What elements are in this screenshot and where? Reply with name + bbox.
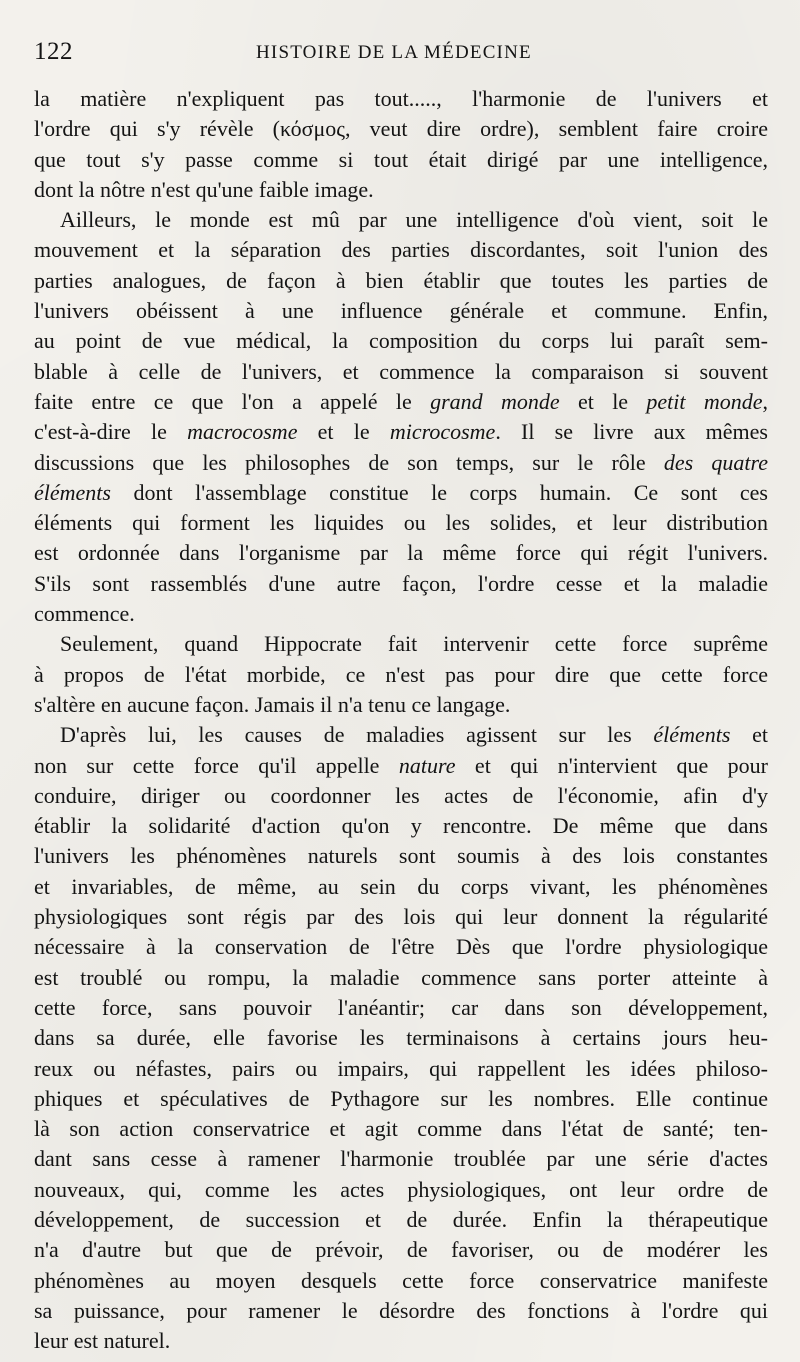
text-segment: phiques et spéculatives de Pythagore sur les nombres. Elle continue <box>34 1085 768 1111</box>
text-line <box>34 266 768 296</box>
text-segment: et le <box>559 388 647 414</box>
text-line <box>34 1235 768 1265</box>
text-segment: dant sans cesse à ramener l'harmonie troublée par une série d'actes <box>34 1146 768 1172</box>
text-line <box>34 114 768 144</box>
body-text <box>34 84 768 1356</box>
text-segment: physiologiques sont régis par des lois qui leur donnent la régularité <box>34 904 768 930</box>
text-line <box>34 417 768 447</box>
italic-text-segment: éléments <box>34 479 111 505</box>
text-line <box>34 993 768 1023</box>
text-segment: discussions que les philosophes de son temps, sur le rôle <box>34 449 664 475</box>
text-line <box>34 963 768 993</box>
text-segment: leur est naturel. <box>34 1328 171 1354</box>
text-line <box>34 841 768 871</box>
text-segment: éléments qui forment les liquides ou les solides, et leur distribution <box>34 510 768 536</box>
text-line <box>34 932 768 962</box>
italic-text-segment: petit monde <box>646 388 763 414</box>
text-segment: Ailleurs, le monde est mû par une intelligence d'où vient, soit le <box>60 207 768 233</box>
text-segment: dont l'assemblage constitue le corps humain. Ce sont ces <box>110 479 768 505</box>
text-line <box>34 1054 768 1084</box>
text-line <box>34 235 768 265</box>
text-segment: commence. <box>34 601 135 627</box>
text-segment: mouvement et la séparation des parties discordantes, soit l'union des <box>34 237 768 263</box>
text-segment: parties analogues, de façon à bien établir que toutes les parties de <box>34 267 768 293</box>
text-segment: nouveaux, qui, comme les actes physiologiques, ont leur ordre de <box>34 1176 768 1202</box>
text-segment: cette force, sans pouvoir l'anéantir; car dans son développement, <box>34 994 768 1020</box>
text-line <box>34 326 768 356</box>
text-line <box>34 629 768 659</box>
italic-text-segment: macrocosme <box>187 419 298 445</box>
text-segment: l'ordre qui s'y révèle (κόσμος, veut dire ordre), semblent faire croire <box>34 116 768 142</box>
italic-text-segment: des quatre <box>663 449 768 475</box>
text-segment: sa puissance, pour ramener le désordre des fonctions à l'ordre qui <box>34 1297 768 1323</box>
text-segment: là son action conservatrice et agit comme dans l'état de santé; ten- <box>34 1116 768 1142</box>
text-segment: développement, de succession et de durée. Enfin la thérapeutique <box>34 1206 768 1232</box>
text-segment: blable à celle de l'univers, et commence la comparaison si souvent <box>34 358 768 384</box>
text-segment: Seulement, quand Hippocrate fait intervenir cette force suprême <box>60 631 768 657</box>
text-line <box>34 1205 768 1235</box>
text-segment: et le <box>297 419 390 445</box>
text-segment: non sur cette force qu'il appelle <box>34 752 399 778</box>
page-header <box>34 38 770 72</box>
text-line <box>34 175 768 205</box>
text-line <box>34 751 768 781</box>
text-segment: , <box>762 388 768 414</box>
running-title: HISTOIRE DE LA MÉDECINE <box>256 42 532 63</box>
text-segment: reux ou néfastes, pairs ou impairs, qui rappellent les idées philoso- <box>34 1055 768 1081</box>
text-segment: à propos de l'état morbide, ce n'est pas pour dire que cette force <box>34 661 768 687</box>
text-line <box>34 387 768 417</box>
text-line <box>34 205 768 235</box>
text-segment: nécessaire à la conservation de l'être Dès que l'ordre physiologique <box>34 934 768 960</box>
text-line <box>34 1266 768 1296</box>
text-line <box>34 1144 768 1174</box>
text-line <box>34 1084 768 1114</box>
text-segment: et invariables, de même, au sein du corps vivant, les phénomènes <box>34 873 768 899</box>
text-segment: est ordonnée dans l'organisme par la même force qui régit l'univers. <box>34 540 768 566</box>
text-line <box>34 508 768 538</box>
text-line <box>34 84 768 114</box>
text-segment: au point de vue médical, la composition du corps lui paraît sem- <box>34 328 768 354</box>
text-line <box>34 1296 768 1326</box>
text-segment: et <box>730 722 768 748</box>
text-segment: la matière n'expliquent pas tout....., l'harmonie de l'univers et <box>34 86 768 111</box>
italic-text-segment: grand monde <box>430 388 560 414</box>
text-line <box>34 1326 768 1356</box>
text-line <box>34 1114 768 1144</box>
text-segment: dans sa durée, elle favorise les terminaisons à certains jours heu- <box>34 1025 768 1051</box>
text-segment: dont la nôtre n'est qu'une faible image. <box>34 176 374 202</box>
text-segment: faite entre ce que l'on a appelé le <box>34 388 431 414</box>
text-segment: phénomènes au moyen desquels cette force conservatrice manifeste <box>34 1267 768 1293</box>
text-segment: . Il se livre aux mêmes <box>495 419 768 445</box>
text-segment: l'univers les phénomènes naturels sont soumis à des lois constantes <box>34 843 768 869</box>
text-line <box>34 1023 768 1053</box>
text-segment: est troublé ou rompu, la maladie commence sans porter atteinte à <box>34 964 768 990</box>
text-line <box>34 690 768 720</box>
text-line <box>34 872 768 902</box>
text-line <box>34 538 768 568</box>
text-segment: S'ils sont rassemblés d'une autre façon, l'ordre cesse et la maladie <box>34 570 768 596</box>
text-line <box>34 296 768 326</box>
text-line <box>34 781 768 811</box>
page-number: 122 <box>34 38 73 65</box>
text-segment: s'altère en aucune façon. Jamais il n'a tenu ce langage. <box>34 691 511 717</box>
italic-text-segment: microcosme <box>389 419 496 445</box>
text-segment: et qui n'intervient que pour <box>455 752 768 778</box>
text-line <box>34 1175 768 1205</box>
text-segment: établir la solidarité d'action qu'on y rencontre. De même que dans <box>34 813 768 839</box>
text-line <box>34 660 768 690</box>
text-line <box>34 569 768 599</box>
text-line <box>34 599 768 629</box>
text-segment: que tout s'y passe comme si tout était dirigé par une intelligence, <box>34 146 768 172</box>
text-line <box>34 145 768 175</box>
text-line <box>34 357 768 387</box>
text-line <box>34 478 768 508</box>
text-line <box>34 448 768 478</box>
text-segment: D'après lui, les causes de maladies agissent sur les <box>60 722 654 748</box>
text-line <box>34 811 768 841</box>
italic-text-segment: éléments <box>653 722 731 748</box>
text-line <box>34 902 768 932</box>
text-segment: c'est-à-dire le <box>34 419 188 445</box>
text-segment: n'a d'autre but que de prévoir, de favoriser, ou de modérer les <box>34 1237 768 1263</box>
text-line <box>34 720 768 750</box>
text-segment: l'univers obéissent à une influence générale et commune. Enfin, <box>34 298 768 324</box>
text-segment: conduire, diriger ou coordonner les actes de l'économie, afin d'y <box>34 782 768 808</box>
italic-text-segment: nature <box>398 752 456 778</box>
